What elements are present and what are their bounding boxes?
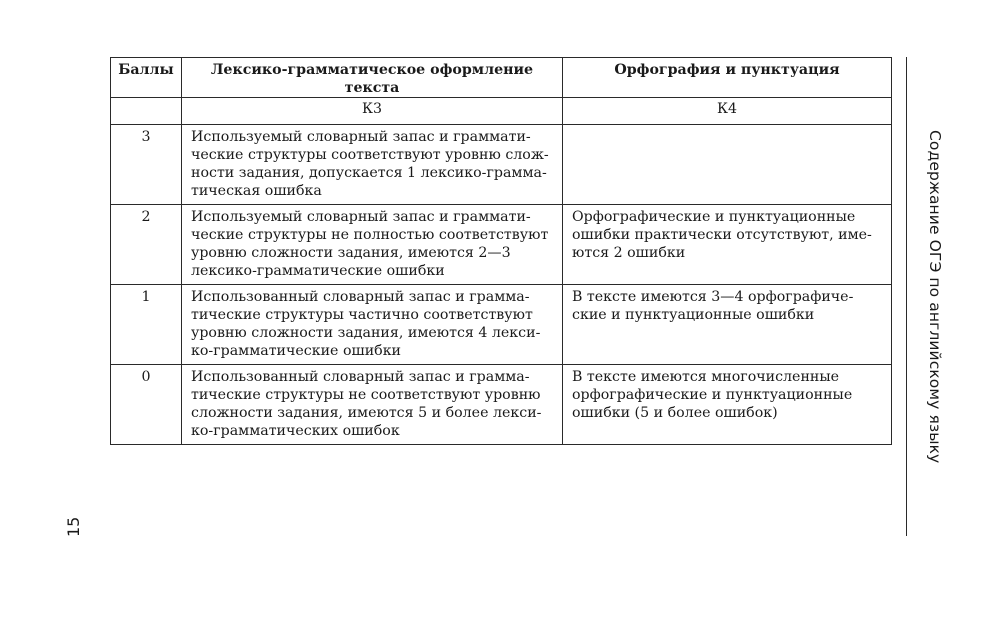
header-row: [111, 58, 892, 98]
cell-text-line: Используемый словарный запас и граммати-: [191, 129, 531, 145]
cell-text-line: В тексте имеются многочисленные: [572, 369, 840, 385]
running-head: Содержание ОГЭ по английскому языку: [926, 129, 944, 464]
lexical-grammar-cell: [182, 125, 563, 205]
table-row: [111, 365, 892, 445]
spelling-punctuation-cell: [563, 285, 892, 365]
score-cell: 2: [111, 205, 182, 285]
header-score: Баллы: [111, 58, 182, 98]
cell-text-line: орфографические и пунктуационные: [572, 387, 853, 403]
lexical-grammar-cell: [182, 365, 563, 445]
cell-text-line: В тексте имеются 3—4 орфографиче-: [572, 289, 854, 305]
cell-text-line: лексико-грамматические ошибки: [191, 263, 445, 279]
running-head-rule: [906, 57, 907, 536]
cell-text-line: сложности задания, имеются 5 и более лекси-: [191, 405, 542, 421]
code-score-cell: [111, 98, 182, 125]
cell-text-line: тическая ошибка: [191, 183, 322, 199]
cell-text-line: тические структуры не соответствуют уровню: [191, 387, 541, 403]
score-cell: 0: [111, 365, 182, 445]
grading-criteria-table: [110, 57, 892, 445]
cell-text-line: ности задания, допускается 1 лексико-грамма-: [191, 165, 547, 181]
score-cell: 1: [111, 285, 182, 365]
score-cell: 3: [111, 125, 182, 205]
cell-text-line: уровню сложности задания, имеются 4 лекси-: [191, 325, 541, 341]
lexical-grammar-cell: [182, 285, 563, 365]
spelling-punctuation-cell: [563, 205, 892, 285]
cell-text-line: ские и пунктуационные ошибки: [572, 307, 815, 323]
cell-text-line: ческие структуры не полностью соответствуют: [191, 227, 549, 243]
header-spelling-punctuation: Орфография и пунктуация: [563, 58, 892, 98]
cell-text-line: ются 2 ошибки: [572, 245, 686, 261]
cell-text-line: ошибки практически отсутствуют, име-: [572, 227, 872, 243]
cell-text-line: Орфографические и пунктуационные: [572, 209, 856, 225]
page-number: 15: [64, 516, 83, 538]
lexical-grammar-cell: [182, 205, 563, 285]
spelling-punctuation-cell: [563, 365, 892, 445]
cell-text-line: Использованный словарный запас и грамма-: [191, 289, 530, 305]
cell-text-line: Использованный словарный запас и грамма-: [191, 369, 530, 385]
criteria-code-row: [111, 98, 892, 125]
header-lexical-grammar: Лексико-грамматическое оформление текста: [182, 58, 563, 98]
cell-text-line: тические структуры частично соответствуют: [191, 307, 533, 323]
table-row: [111, 285, 892, 365]
cell-text-line: ческие структуры соответствуют уровню слож-: [191, 147, 549, 163]
spelling-punctuation-cell: [563, 125, 892, 205]
code-k4: К4: [563, 98, 892, 125]
code-k3: К3: [182, 98, 563, 125]
cell-text-line: ко-грамматические ошибки: [191, 343, 402, 359]
table-row: [111, 125, 892, 205]
table-row: [111, 205, 892, 285]
cell-text-line: Используемый словарный запас и граммати-: [191, 209, 531, 225]
cell-text-line: ошибки (5 и более ошибок): [572, 405, 778, 421]
cell-text-line: уровню сложности задания, имеются 2—3: [191, 245, 511, 261]
cell-text-line: ко-грамматических ошибок: [191, 423, 400, 439]
